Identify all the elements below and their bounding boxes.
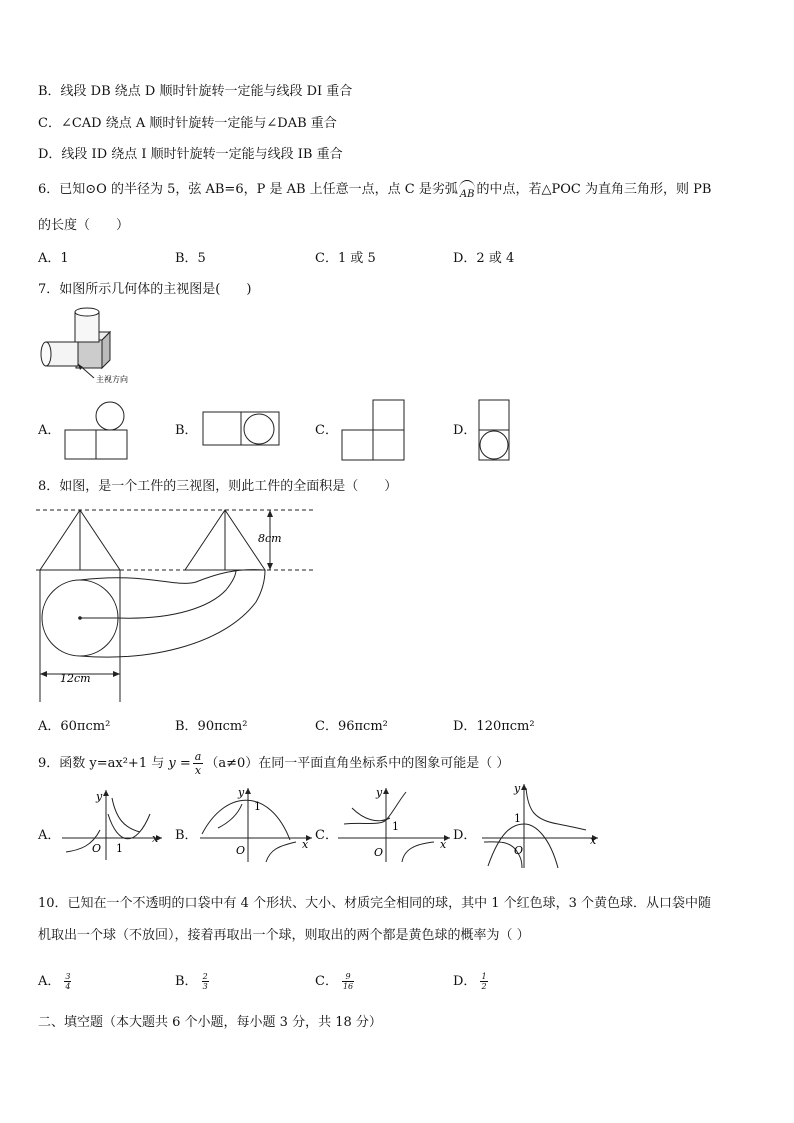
q10-c-den: 16: [342, 982, 354, 991]
q8-stem: 8．如图，是一个工件的三视图，则此工件的全面积是（ ）: [38, 479, 398, 494]
section2-heading: 二、填空题（本大题共 6 个小题，每小题 3 分，共 18 分）: [38, 1015, 382, 1030]
q5-option-b: B．线段 DB 绕点 D 顺时针旋转一定能与线段 DI 重合: [38, 84, 353, 99]
q9-option-c-graph: [334, 784, 454, 864]
q8-option-c: C．96πcm²: [315, 719, 388, 734]
q9-frac-den: x: [194, 764, 202, 777]
q9-option-a-label: A．: [38, 828, 61, 843]
q6-option-a: A．1: [38, 251, 69, 266]
q10-b-den: 3: [202, 982, 208, 991]
q9-stem: [38, 750, 509, 777]
q10-b-num: 2: [202, 972, 208, 981]
q10-a-den: 4: [65, 982, 71, 991]
q9d-x: x: [590, 834, 597, 847]
q9-option-c-label: C．: [315, 828, 338, 843]
q7-solid-figure: [36, 302, 146, 388]
q10-option-d: [453, 972, 488, 991]
q10-c-num: 9: [342, 972, 354, 982]
q7-option-a-figure: [64, 401, 130, 461]
q9d-one: 1: [514, 812, 521, 825]
q9-option-d-label: D．: [453, 828, 477, 843]
q6-stem-part-a: 6．已知⊙O 的半径为 5，弦 AB=6，P 是 AB 上任意一点，点 C 是劣弧: [38, 182, 458, 197]
q10-d-den: 2: [481, 982, 487, 991]
q9a-o: O: [92, 842, 102, 855]
q7-option-a-label: A．: [38, 423, 61, 438]
q10-option-b: [175, 972, 209, 991]
q6-stem-part-b: 的中点，若△POC 为直角三角形，则 PB: [476, 182, 712, 197]
q8-option-a: A．60πcm²: [38, 719, 111, 734]
q8-height-label: 8cm: [258, 532, 282, 545]
q7-stem: 7．如图所示几何体的主视图是( ): [38, 282, 252, 297]
q9c-y: y: [376, 786, 383, 799]
q7-option-b-label: B．: [175, 423, 198, 438]
q7-option-d-figure: [478, 399, 512, 462]
q9b-x: x: [302, 838, 309, 851]
q9c-x: x: [440, 838, 447, 851]
q9b-one: 1: [254, 800, 261, 813]
q8-three-view-figure: [36, 502, 326, 707]
q9d-y: y: [514, 782, 521, 795]
q10-d-num: 1: [481, 972, 487, 981]
q8-width-label: 12cm: [60, 672, 91, 685]
q6-stem-line1: [38, 181, 711, 200]
q9-frac-lhs: y =: [168, 756, 191, 771]
q9a-x: x: [152, 832, 159, 845]
q9-stem-part-b: （a≠0）在同一平面直角坐标系中的图象可能是（ ）: [205, 756, 510, 771]
q6-option-d: D．2 或 4: [453, 251, 515, 266]
q10-option-c: [315, 972, 354, 991]
q9b-y: y: [238, 786, 245, 799]
q9c-o: O: [374, 846, 384, 859]
q6-arc-ab: AB: [460, 186, 475, 204]
q6-stem-line2: 的长度（ ）: [38, 218, 130, 233]
q6-option-b: B．5: [175, 251, 206, 266]
q7-option-d-label: D．: [453, 423, 477, 438]
q7-option-b-figure: [202, 411, 282, 447]
q7-option-c-label: C．: [315, 423, 338, 438]
q10-option-d-label: D．: [453, 974, 477, 989]
q10-option-c-frac: [342, 972, 354, 991]
q10-option-d-frac: [480, 972, 487, 991]
q10-option-b-frac: [202, 972, 209, 991]
q5-option-c: C．∠CAD 绕点 A 顺时针旋转一定能与∠DAB 重合: [38, 116, 337, 131]
q9-option-a-graph: [58, 784, 168, 864]
q10-option-c-label: C．: [315, 974, 338, 989]
q8-option-b: B．90πcm²: [175, 719, 248, 734]
q5-option-d: D．线段 ID 绕点 I 顺时针旋转一定能与线段 IB 重合: [38, 147, 343, 162]
q10-a-num: 3: [65, 972, 71, 981]
q10-option-b-label: B．: [175, 974, 198, 989]
q9d-o: O: [514, 844, 524, 857]
q10-stem-line1: 10．已知在一个不透明的口袋中有 4 个形状、大小、材质完全相同的球，其中 1 个红色球，3 个黄色球．从口袋中随: [38, 896, 712, 911]
q9-option-d-graph: [478, 780, 602, 870]
q6-option-c: C．1 或 5: [315, 251, 376, 266]
q9a-y: y: [96, 790, 103, 803]
q9c-one: 1: [392, 820, 399, 833]
q9-option-b-label: B．: [175, 828, 198, 843]
q8-option-d: D．120πcm²: [453, 719, 535, 734]
q9-option-b-graph: [196, 784, 316, 864]
q9b-o: O: [236, 844, 246, 857]
q7-option-c-figure: [341, 399, 407, 462]
q9a-one: 1: [116, 842, 123, 855]
q10-option-a-frac: [64, 972, 71, 991]
q10-option-a: [38, 972, 71, 991]
q9-frac-num: a: [194, 750, 202, 763]
q9-fraction: [193, 750, 204, 777]
q10-option-a-label: A．: [38, 974, 61, 989]
q10-stem-line2: 机取出一个球（不放回），接着再取出一个球，则取出的两个都是黄色球的概率为（ ）: [38, 928, 530, 943]
q7-direction-label: 主视方向: [96, 375, 128, 384]
q9-stem-part-a: 9．函数 y=ax²+1 与: [38, 756, 165, 771]
